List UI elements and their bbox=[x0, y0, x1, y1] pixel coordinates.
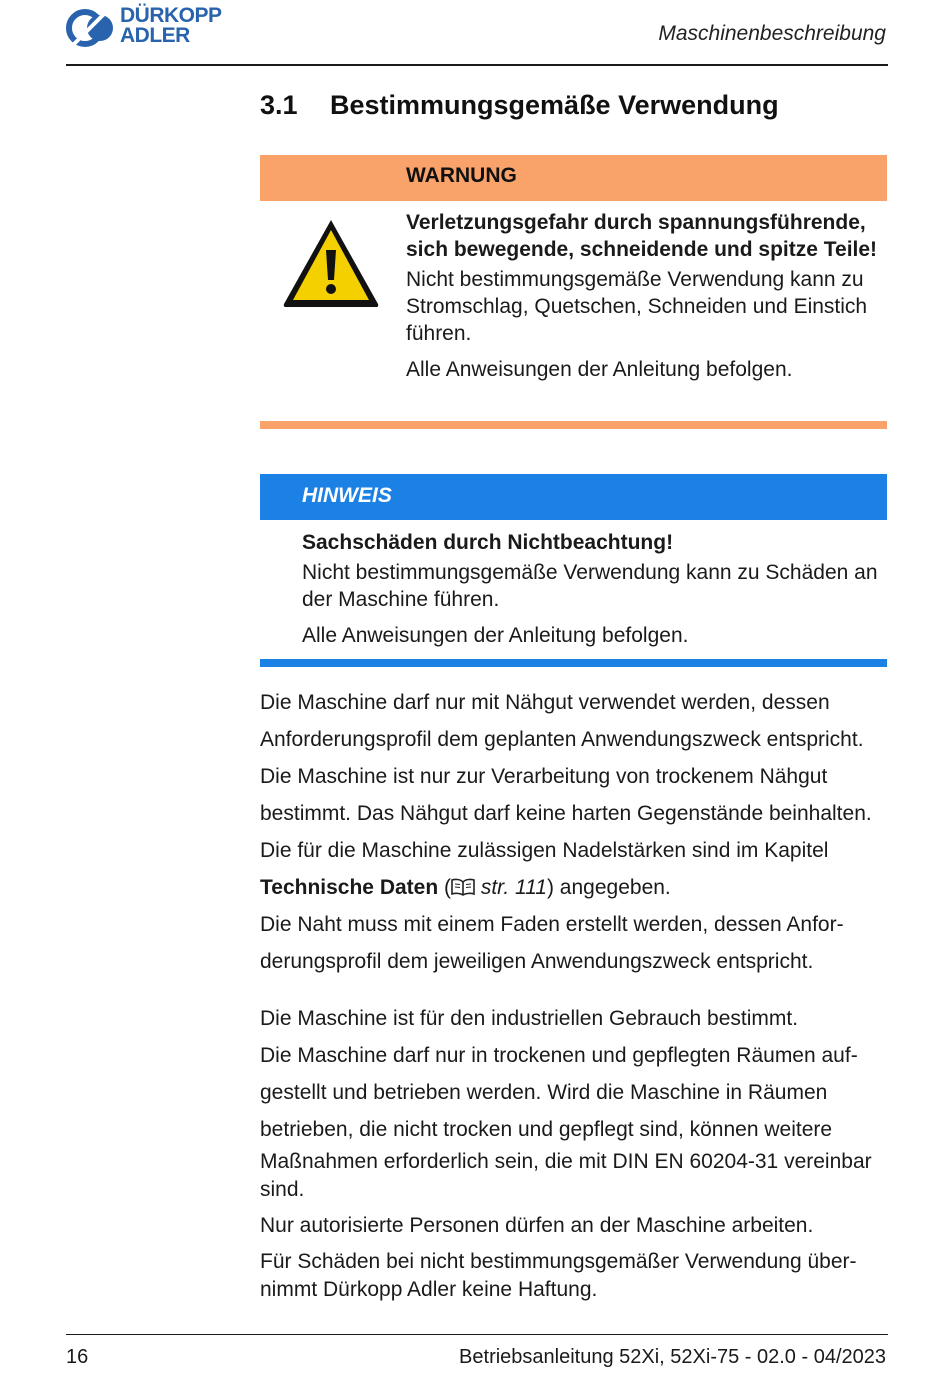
section-heading bbox=[260, 90, 779, 121]
body-line: Die Maschine ist für den industriellen Gebrauch bestimmt. bbox=[260, 1007, 799, 1030]
chapter-title: Maschinenbeschreibung bbox=[658, 22, 886, 45]
body-line-reference bbox=[260, 869, 888, 906]
warning-triangle-icon bbox=[280, 216, 382, 310]
brand-name bbox=[120, 6, 222, 46]
book-icon bbox=[451, 878, 475, 896]
body-line: sind. bbox=[260, 1178, 305, 1201]
body-line: Die Maschine darf nur mit Nähgut verwendet werden, dessen bbox=[260, 691, 830, 714]
section-number: 3.1 bbox=[260, 90, 298, 120]
body-line: bestimmt. Das Nähgut darf keine harten Gegenstände beinhalten. bbox=[260, 802, 872, 825]
body-line: derungsprofil dem jeweiligen Anwendungszweck entspricht. bbox=[260, 950, 814, 973]
notice-footer-bar bbox=[260, 659, 887, 667]
notice-headline: Sachschäden durch Nichtbeachtung! bbox=[302, 531, 674, 554]
brand-logo-mark bbox=[66, 9, 116, 47]
warning-label: WARNUNG bbox=[406, 164, 517, 187]
warning-description: Nicht bestimmungsgemäße Verwendung kann zu Stromschlag, Quetschen, Schneiden und Einstich führen. bbox=[406, 268, 868, 345]
warning-content bbox=[406, 209, 888, 392]
page-number: 16 bbox=[66, 1346, 89, 1368]
body-line: Die für die Maschine zulässigen Nadelstärken sind im Kapitel bbox=[260, 839, 829, 862]
body-line: betrieben, die nicht trocken und gepflegt sind, können weitere bbox=[260, 1118, 833, 1141]
page-reference-link[interactable]: str. 111 bbox=[480, 876, 547, 899]
footer-divider bbox=[66, 1334, 888, 1335]
brand-name-line1: DÜRKOPP bbox=[120, 4, 222, 27]
reference-open: ( bbox=[438, 876, 451, 899]
section-title: Bestimmungsgemäße Verwendung bbox=[330, 90, 779, 120]
brand-logo bbox=[66, 6, 236, 50]
body-text bbox=[260, 684, 888, 1304]
warning-instruction: Alle Anweisungen der Anleitung befolgen. bbox=[406, 358, 793, 381]
body-line: Die Maschine ist nur zur Verarbeitung von trockenem Nähgut bbox=[260, 765, 828, 788]
warning-footer-bar bbox=[260, 421, 887, 429]
body-line: nimmt Dürkopp Adler keine Haftung. bbox=[260, 1278, 598, 1301]
body-line: Die Maschine darf nur in trockenen und gepflegten Räumen auf- bbox=[260, 1044, 858, 1067]
notice-label: HINWEIS bbox=[302, 484, 392, 507]
warning-headline: Verletzungsgefahr durch spannungsführende, sich bewegende, schneidende und spitze Teile! bbox=[406, 211, 878, 261]
body-line: Die Naht muss mit einem Faden erstellt werden, dessen Anfor- bbox=[260, 913, 844, 936]
body-line: gestellt und betrieben werden. Wird die Maschine in Räumen bbox=[260, 1081, 828, 1104]
notice-description: Nicht bestimmungsgemäße Verwendung kann zu Schäden an der Maschine führen. bbox=[302, 561, 878, 611]
notice-content bbox=[302, 529, 887, 658]
document-reference: Betriebsanleitung 52Xi, 52Xi-75 - 02.0 - 04/2023 bbox=[459, 1346, 886, 1368]
body-line: Anforderungsprofil dem geplanten Anwendungszweck entspricht. bbox=[260, 728, 864, 751]
reference-tail: ) angegeben. bbox=[546, 876, 671, 899]
body-line: Für Schäden bei nicht bestimmungsgemäßer Verwendung über- bbox=[260, 1250, 857, 1273]
chapter-link-technical-data[interactable]: Technische Daten bbox=[260, 876, 439, 899]
brand-name-line2: ADLER bbox=[120, 24, 190, 47]
warning-header-bar bbox=[260, 155, 887, 201]
notice-instruction: Alle Anweisungen der Anleitung befolgen. bbox=[302, 624, 689, 647]
body-line: Nur autorisierte Personen dürfen an der Maschine arbeiten. bbox=[260, 1214, 814, 1237]
header-divider bbox=[66, 64, 888, 66]
body-line: Maßnahmen erforderlich sein, die mit DIN EN 60204-31 vereinbar bbox=[260, 1150, 872, 1173]
